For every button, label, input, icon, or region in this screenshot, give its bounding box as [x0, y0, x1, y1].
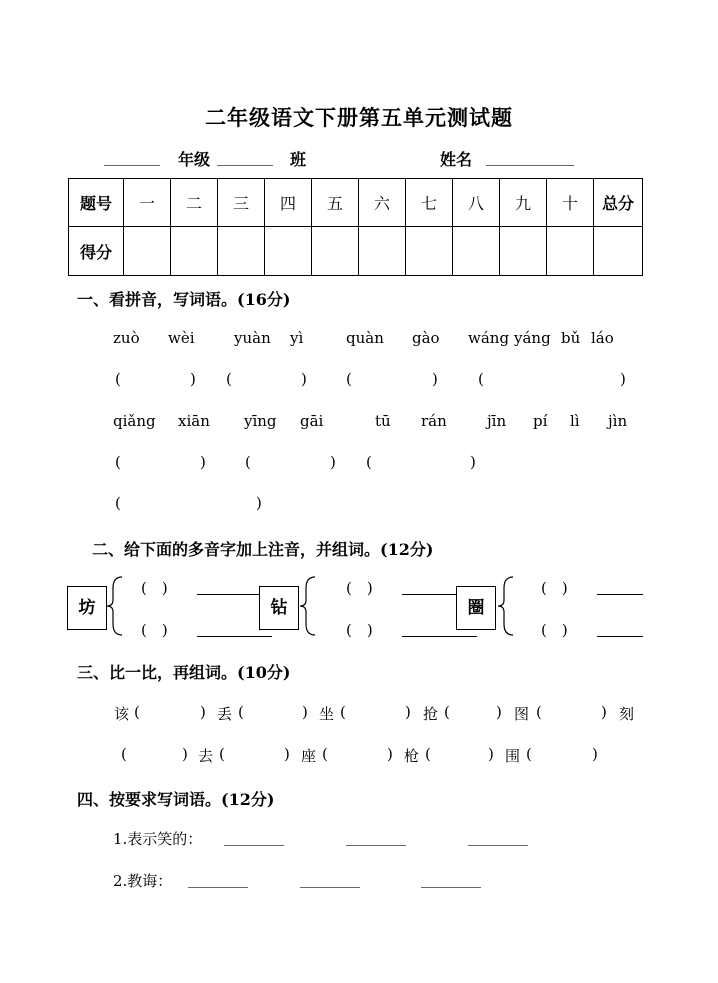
paren-close: ): [405, 703, 411, 721]
score-table-score-row: [69, 227, 643, 276]
score-table: [68, 178, 643, 276]
answer-paren-open: (: [245, 453, 251, 471]
compare-char: 枪: [404, 747, 420, 765]
paren-open: (: [238, 703, 244, 721]
word-blank[interactable]: [197, 636, 272, 637]
paren-close: ): [592, 745, 598, 763]
compare-char: 图: [514, 705, 530, 723]
brace-icon: [299, 576, 317, 636]
class-label: 班: [290, 150, 307, 169]
header-cell-7: 七: [406, 179, 453, 227]
paren-open: (: [526, 745, 532, 763]
pinyin: yáng: [514, 329, 551, 347]
header-cell-4: 四: [265, 179, 312, 227]
compare-char: 刻: [619, 705, 635, 723]
answer-blank[interactable]: ________: [468, 828, 528, 846]
paren-close: ): [284, 745, 290, 763]
word-blank[interactable]: [402, 594, 456, 595]
pinyin: lì: [570, 412, 580, 430]
answer-blank[interactable]: ________: [188, 870, 248, 888]
pinyin-paren[interactable]: ( ): [346, 579, 373, 597]
paren-close: ): [182, 745, 188, 763]
answer-paren-close: ): [301, 370, 307, 388]
polyphone-char-box: 坊: [67, 586, 107, 630]
answer-blank[interactable]: ________: [300, 870, 360, 888]
header-cell-question: 题号: [69, 179, 124, 227]
answer-blank[interactable]: ________: [224, 828, 284, 846]
score-cell[interactable]: [218, 227, 265, 276]
paren-close: ): [200, 703, 206, 721]
pinyin: quàn: [346, 329, 384, 347]
pinyin: xiān: [178, 412, 210, 430]
page-title: 二年级语文下册第五单元测试题: [205, 105, 513, 130]
answer-blank[interactable]: ________: [421, 870, 481, 888]
answer-paren-close: ): [470, 453, 476, 471]
score-cell[interactable]: [265, 227, 312, 276]
paren-open: (: [425, 745, 431, 763]
paren-open: (: [121, 745, 127, 763]
answer-paren-open: (: [478, 370, 484, 388]
pinyin: yì: [290, 329, 304, 347]
pinyin: pí: [533, 412, 548, 430]
compare-char: 抢: [423, 705, 439, 723]
pinyin: yuàn: [234, 329, 271, 347]
score-cell[interactable]: [171, 227, 218, 276]
name-label: 姓名: [440, 150, 473, 169]
section-2-heading: 二、给下面的多音字加上注音，并组词。(12分): [92, 540, 434, 559]
brace-icon: [106, 576, 124, 636]
class-blank[interactable]: _______: [217, 147, 273, 166]
paren-open: (: [536, 703, 542, 721]
score-cell[interactable]: [406, 227, 453, 276]
score-cell[interactable]: [453, 227, 500, 276]
score-cell[interactable]: [312, 227, 359, 276]
score-cell[interactable]: [547, 227, 594, 276]
compare-char: 该: [114, 705, 130, 723]
paren-open: (: [340, 703, 346, 721]
header-cell-total: 总分: [594, 179, 643, 227]
grade-label: 年级: [178, 150, 211, 169]
answer-paren-open: (: [226, 370, 232, 388]
header-cell-1: 一: [124, 179, 171, 227]
compare-char: 围: [505, 747, 521, 765]
paren-close: ): [496, 703, 502, 721]
pinyin: wáng: [468, 329, 510, 347]
score-table-header-row: [69, 179, 643, 227]
word-blank[interactable]: [597, 636, 643, 637]
pinyin: láo: [591, 329, 614, 347]
pinyin: tū: [375, 412, 391, 430]
answer-paren-open: (: [115, 453, 121, 471]
pinyin: gào: [412, 329, 440, 347]
score-cell[interactable]: [500, 227, 547, 276]
score-cell[interactable]: [359, 227, 406, 276]
polyphone-char-box: 钻: [259, 586, 299, 630]
section-1-heading: 一、看拼音，写词语。(16分): [77, 290, 291, 309]
pinyin: qiǎng: [113, 412, 156, 430]
header-cell-5: 五: [312, 179, 359, 227]
pinyin: wèi: [168, 329, 195, 347]
brace-icon: [497, 576, 515, 636]
paren-close: ): [302, 703, 308, 721]
paren-open: (: [444, 703, 450, 721]
paren-open: (: [219, 745, 225, 763]
pinyin-paren[interactable]: ( ): [141, 579, 168, 597]
answer-paren-close: ): [190, 370, 196, 388]
pinyin: bǔ: [561, 329, 581, 347]
paren-close: ): [387, 745, 393, 763]
pinyin: rán: [421, 412, 447, 430]
compare-char: 座: [301, 747, 317, 765]
score-cell[interactable]: [124, 227, 171, 276]
answer-paren-close: ): [432, 370, 438, 388]
word-blank[interactable]: [402, 636, 477, 637]
compare-char: 丢: [217, 705, 233, 723]
paren-open: (: [134, 703, 140, 721]
paren-open: (: [322, 745, 328, 763]
compare-char: 去: [198, 747, 214, 765]
header-cell-3: 三: [218, 179, 265, 227]
pinyin-paren[interactable]: ( ): [346, 621, 373, 639]
pinyin: gāi: [300, 412, 324, 430]
pinyin-paren[interactable]: ( ): [541, 621, 568, 639]
answer-paren-open: (: [346, 370, 352, 388]
score-cell-total[interactable]: [594, 227, 643, 276]
header-cell-2: 二: [171, 179, 218, 227]
pinyin-paren[interactable]: ( ): [141, 621, 168, 639]
item-2-label: 2.教诲：: [113, 872, 173, 890]
pinyin: jīn: [487, 412, 507, 430]
section-4-heading: 四、按要求写词语。(12分): [77, 790, 275, 809]
answer-paren-close: ): [620, 370, 626, 388]
answer-paren-close: ): [330, 453, 336, 471]
header-cell-10: 十: [547, 179, 594, 227]
compare-char: 坐: [319, 705, 335, 723]
score-row-label: 得分: [69, 227, 124, 276]
grade-blank[interactable]: _______: [104, 147, 160, 166]
pinyin: zuò: [113, 329, 140, 347]
name-blank[interactable]: ___________: [486, 147, 574, 166]
header-cell-6: 六: [359, 179, 406, 227]
paren-close: ): [488, 745, 494, 763]
header-cell-8: 八: [453, 179, 500, 227]
section-3-heading: 三、比一比，再组词。(10分): [77, 663, 291, 682]
paren-close: ): [601, 703, 607, 721]
answer-blank[interactable]: ________: [346, 828, 406, 846]
pinyin: yīng: [244, 412, 277, 430]
pinyin-paren[interactable]: ( ): [541, 579, 568, 597]
word-blank[interactable]: [197, 594, 259, 595]
answer-paren-open: (: [115, 494, 121, 512]
answer-paren-open: (: [115, 370, 121, 388]
word-blank[interactable]: [597, 594, 643, 595]
header-cell-9: 九: [500, 179, 547, 227]
answer-paren-close: ): [200, 453, 206, 471]
item-1-label: 1.表示笑的：: [113, 830, 203, 848]
answer-paren-open: (: [366, 453, 372, 471]
pinyin: jìn: [608, 412, 628, 430]
polyphone-char-box: 圈: [456, 586, 496, 630]
answer-paren-close: ): [256, 494, 262, 512]
